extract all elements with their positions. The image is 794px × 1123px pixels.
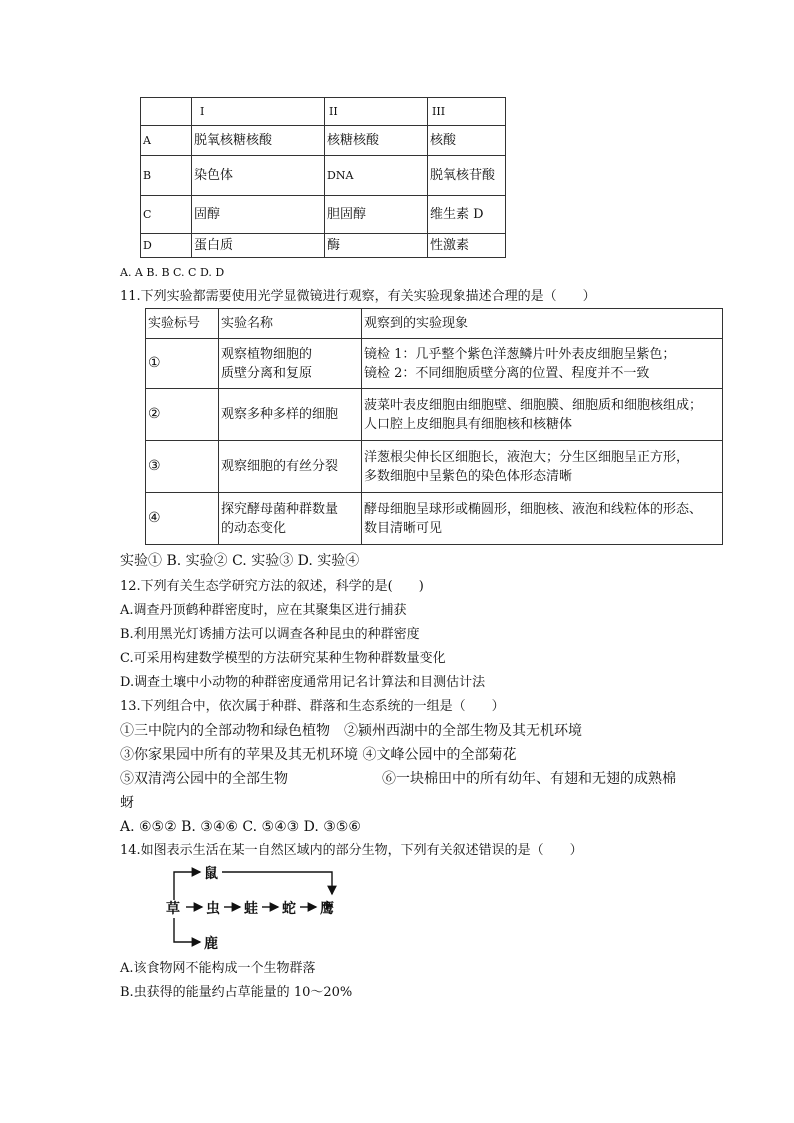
table-cell <box>219 441 362 493</box>
node-deer: 鹿 <box>204 936 218 952</box>
q11-options: 实验① B. 实验② C. 实验③ D. 实验④ <box>120 553 360 569</box>
cell-line: 镜检 2：不同细胞质壁分离的位置、程度并不一致 <box>364 365 650 381</box>
q13-line: ⑤双清湾公园中的全部生物 <box>120 771 288 787</box>
food-web-diagram <box>160 860 370 952</box>
node-grass: 草 <box>166 901 180 917</box>
table-cell: 胆固醇 <box>325 196 428 234</box>
table-cell: 核酸 <box>428 126 506 156</box>
cell-line: 菠菜叶表皮细胞由细胞壁、细胞膜、细胞质和细胞核组成； <box>364 397 703 413</box>
cell-line: 多数细胞中呈紫色的染色体形态清晰 <box>364 468 573 484</box>
table-row <box>141 196 506 234</box>
table-cell: 性激素 <box>428 234 506 258</box>
table-row <box>141 98 506 126</box>
node-insect: 虫 <box>206 901 220 917</box>
table-cell: ④ <box>146 493 219 545</box>
cell-line: 酵母细胞呈球形或椭圆形，细胞核、液泡和线粒体的形态、 <box>364 501 703 517</box>
table-cell <box>362 441 723 493</box>
table-cell: II <box>325 98 428 126</box>
table-cell: 脱氧核糖核酸 <box>192 126 325 156</box>
table-cell: ① <box>146 339 219 389</box>
q12-option-b: B.利用黑光灯诱捕方法可以调查各种昆虫的种群密度 <box>120 627 420 642</box>
table-cell: DNA <box>325 156 428 196</box>
cell-line: 人口腔上皮细胞具有细胞核和核糖体 <box>364 416 573 432</box>
table-cell: 染色体 <box>192 156 325 196</box>
table-cell: I <box>192 98 325 126</box>
table-row <box>141 126 506 156</box>
table-cell <box>219 389 362 441</box>
table-row <box>141 234 506 258</box>
table-cell <box>362 339 723 389</box>
q13-options: A. ⑥⑤② B. ③④⑥ C. ⑤④③ D. ③⑤⑥ <box>120 819 361 835</box>
q13-line: ①三中院内的全部动物和绿色植物 ②颍州西湖中的全部生物及其无机环境 <box>120 723 582 739</box>
q12-option-d: D.调查土壤中小动物的种群密度通常用记名计算法和目测估计法 <box>120 675 486 690</box>
table-header-cell: 实验名称 <box>219 309 362 339</box>
q12-question: 12.下列有关生态学研究方法的叙述，科学的是( ) <box>120 579 424 594</box>
q14-option-b: B.虫获得的能量约占草能量的 10～20% <box>120 985 353 1000</box>
cell-line: 探究酵母菌种群数量 <box>221 501 339 517</box>
q13-line: ③你家果园中所有的苹果及其无机环境 ④文峰公园中的全部菊花 <box>120 747 517 763</box>
table-cell: 脱氧核苷酸 <box>428 156 506 196</box>
table-row <box>146 441 723 493</box>
table-cell <box>219 339 362 389</box>
table-cell: C <box>141 196 192 234</box>
table-q10 <box>140 97 506 258</box>
q13-question: 13.下列组合中，依次属于种群、群落和生态系统的一组是（ ） <box>120 699 505 714</box>
table-cell: 酶 <box>325 234 428 258</box>
table-row <box>141 156 506 196</box>
table-cell: 核糖核酸 <box>325 126 428 156</box>
table-row <box>146 389 723 441</box>
table-row <box>146 493 723 545</box>
cell-line: 数目清晰可见 <box>364 520 443 536</box>
q14-question: 14.如图表示生活在某一自然区域内的部分生物，下列有关叙述错误的是（ ） <box>120 843 583 858</box>
table-cell: ② <box>146 389 219 441</box>
cell-line: 洋葱根尖伸长区细胞长，液泡大；分生区细胞呈正方形， <box>364 449 690 465</box>
arrow-mouse-to-eagle <box>222 872 332 894</box>
node-frog: 蛙 <box>244 901 258 917</box>
table-header-cell: 观察到的实验现象 <box>362 309 723 339</box>
node-eagle: 鹰 <box>320 901 334 917</box>
table-row <box>146 339 723 389</box>
q13-line: 蚜 <box>120 795 134 811</box>
table-cell: 固醇 <box>192 196 325 234</box>
q12-option-a: A.调查丹顶鹤种群密度时，应在其聚集区进行捕获 <box>120 603 407 618</box>
q10-options: A. A B. B C. C D. D <box>120 266 225 279</box>
q14-option-a: A.该食物网不能构成一个生物群落 <box>120 961 316 976</box>
table-cell: ③ <box>146 441 219 493</box>
cell-line: 质壁分离和复原 <box>221 365 313 381</box>
table-cell: D <box>141 234 192 258</box>
q13-line: ⑥一块棉田中的所有幼年、有翅和无翅的成熟棉 <box>382 771 676 787</box>
cell-line: 观察细胞的有丝分裂 <box>221 459 339 474</box>
table-cell <box>141 98 192 126</box>
table-cell: B <box>141 156 192 196</box>
table-cell <box>362 493 723 545</box>
table-cell: A <box>141 126 192 156</box>
table-cell: 维生素 D <box>428 196 506 234</box>
food-web-arrows <box>160 860 370 952</box>
table-cell: 蛋白质 <box>192 234 325 258</box>
q12-option-c: C.可采用构建数学模型的方法研究某种生物种群数量变化 <box>120 651 446 666</box>
cell-line: 观察多种多样的细胞 <box>221 407 339 422</box>
table-cell: III <box>428 98 506 126</box>
cell-line: 的动态变化 <box>221 520 287 536</box>
cell-line: 观察植物细胞的 <box>221 346 313 362</box>
table-header-cell: 实验标号 <box>146 309 219 339</box>
table-cell <box>362 389 723 441</box>
node-snake: 蛇 <box>282 901 296 917</box>
arrow-grass-to-deer <box>174 918 200 942</box>
arrow-grass-to-mouse <box>174 872 200 900</box>
node-mouse: 鼠 <box>204 866 218 882</box>
cell-line: 镜检 1：几乎整个紫色洋葱鳞片叶外表皮细胞呈紫色； <box>364 346 676 362</box>
q11-question: 11.下列实验都需要使用光学显微镜进行观察，有关实验现象描述合理的是（ ） <box>120 289 596 304</box>
table-cell <box>219 493 362 545</box>
table-row <box>146 309 723 339</box>
table-q11 <box>145 308 723 545</box>
